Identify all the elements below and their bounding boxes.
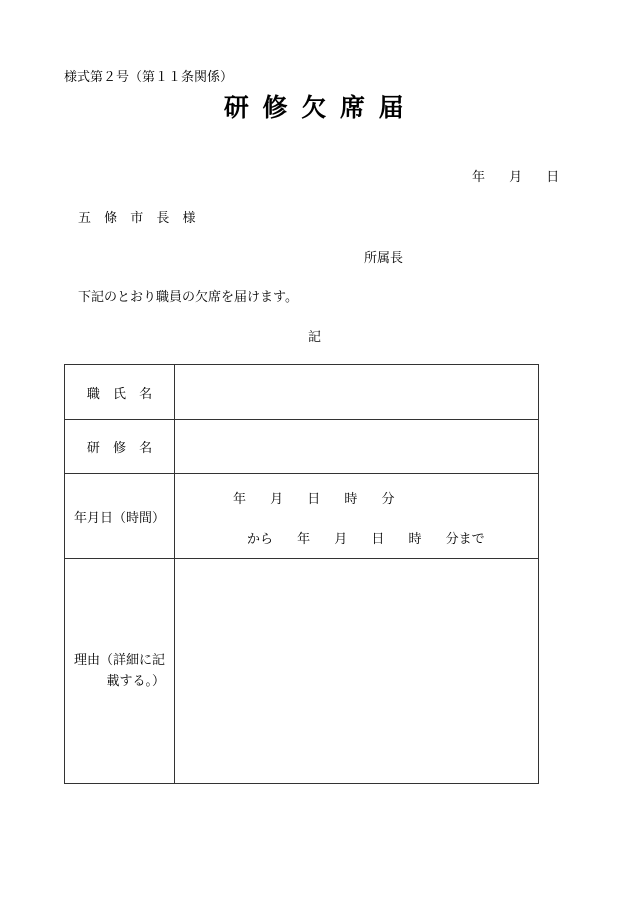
ki-heading: 記 <box>308 330 322 345</box>
reason-label <box>65 559 175 784</box>
addressee: 五 條 市 長 様 <box>78 211 196 226</box>
reason-label-line1: 理由（詳細に記 <box>73 653 165 668</box>
training-label: 研 修 名 <box>65 420 175 474</box>
department-head-label: 所属長 <box>364 251 404 266</box>
reason-label-line2: 載する。） <box>106 674 165 689</box>
reason-row <box>65 559 539 784</box>
datetime-row <box>65 474 539 559</box>
period-start: 年 月 日 時 分 <box>233 492 395 507</box>
form-number: 様式第２号（第１１条関係） <box>64 70 234 85</box>
training-field[interactable] <box>175 420 539 474</box>
period-end: から 年 月 日 時 分まで <box>247 532 485 547</box>
name-row <box>65 365 539 420</box>
submission-date: 年 月 日 <box>472 170 560 185</box>
intro-text: 下記のとおり職員の欠席を届けます。 <box>78 290 298 305</box>
datetime-field[interactable] <box>175 474 539 559</box>
absence-form-table <box>64 364 539 784</box>
document-title: 研 修 欠 席 届 <box>223 93 407 122</box>
reason-field[interactable] <box>175 559 539 784</box>
training-row <box>65 420 539 474</box>
datetime-label: 年月日（時間） <box>65 474 175 559</box>
name-label: 職 氏 名 <box>65 365 175 420</box>
name-field[interactable] <box>175 365 539 420</box>
